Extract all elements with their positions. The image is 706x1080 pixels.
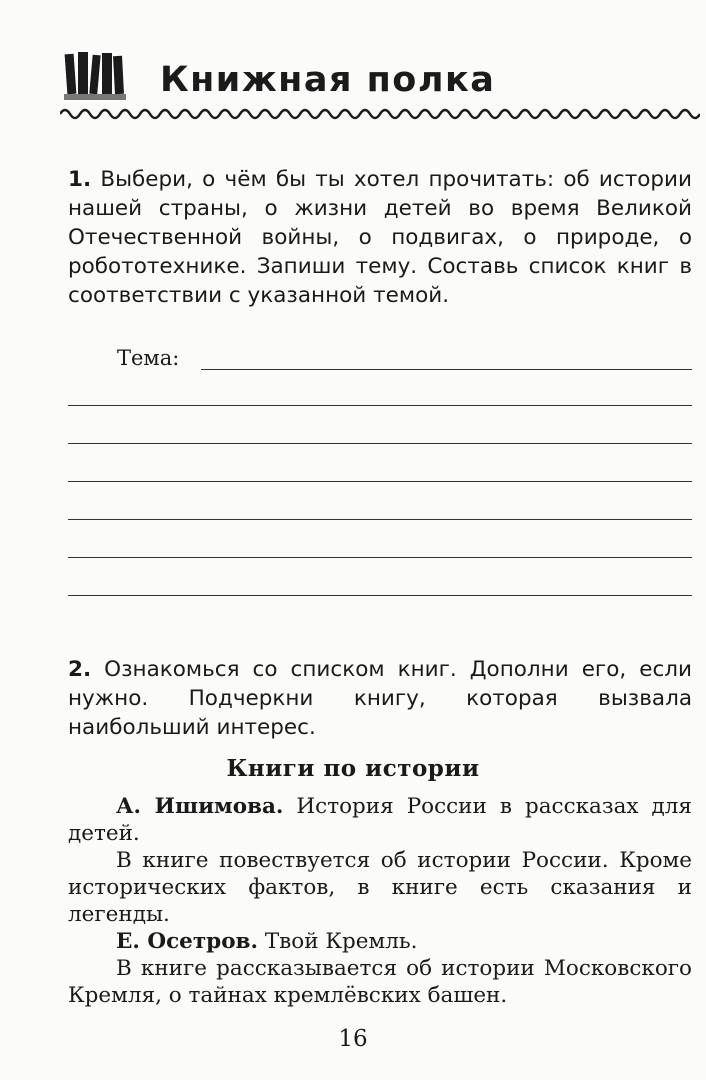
- book-entry: [68, 793, 692, 847]
- answer-line[interactable]: [68, 519, 692, 520]
- task-1: [68, 165, 692, 310]
- tema-label: Тема:: [117, 346, 180, 370]
- book-description: В книге повествуется об истории России. Кроме исторических фактов, в книге есть сказания и легенды.: [68, 848, 692, 927]
- answer-line[interactable]: [68, 481, 692, 482]
- book-author: Е. Осетров.: [116, 929, 258, 954]
- task-2-number: 2.: [68, 657, 92, 682]
- book-title: История России в рассказах для детей.: [68, 794, 693, 846]
- answer-line[interactable]: [68, 557, 692, 558]
- page-number: 16: [338, 1026, 368, 1052]
- books-icon: [64, 50, 126, 100]
- book-title: Твой Кремль.: [264, 929, 418, 954]
- task-2-text: Ознакомься со списком книг. Дополни его, если нужно. Подчеркни книгу, которая вызвала наибольший интерес.: [68, 657, 692, 740]
- task-2: [68, 655, 692, 742]
- book-description: В книге рассказывается об истории Московского Кремля, о тайнах кремлёвских башен.: [68, 956, 692, 1008]
- tema-answer-line[interactable]: [201, 369, 692, 370]
- tema-field[interactable]: [117, 344, 692, 374]
- task-1-text: Выбери, о чём бы ты хотел прочитать: об истории нашей страны, о жизни детей во время Великой Отечественной войны, о подвигах, о природе, о робототехнике. Запиши тему. Составь список книг в соответствии с указанной темой.: [68, 167, 692, 308]
- book-author: А. Ишимова.: [116, 794, 284, 819]
- section-title: Книги по истории: [226, 755, 480, 782]
- answer-line[interactable]: [68, 443, 692, 444]
- answer-line[interactable]: [68, 595, 692, 596]
- task-1-number: 1.: [68, 167, 92, 192]
- answer-line[interactable]: [68, 405, 692, 406]
- page-title: Книжная полка: [160, 60, 496, 100]
- wavy-divider: [60, 102, 700, 126]
- book-entry: [68, 928, 692, 955]
- book-list: [68, 793, 692, 1009]
